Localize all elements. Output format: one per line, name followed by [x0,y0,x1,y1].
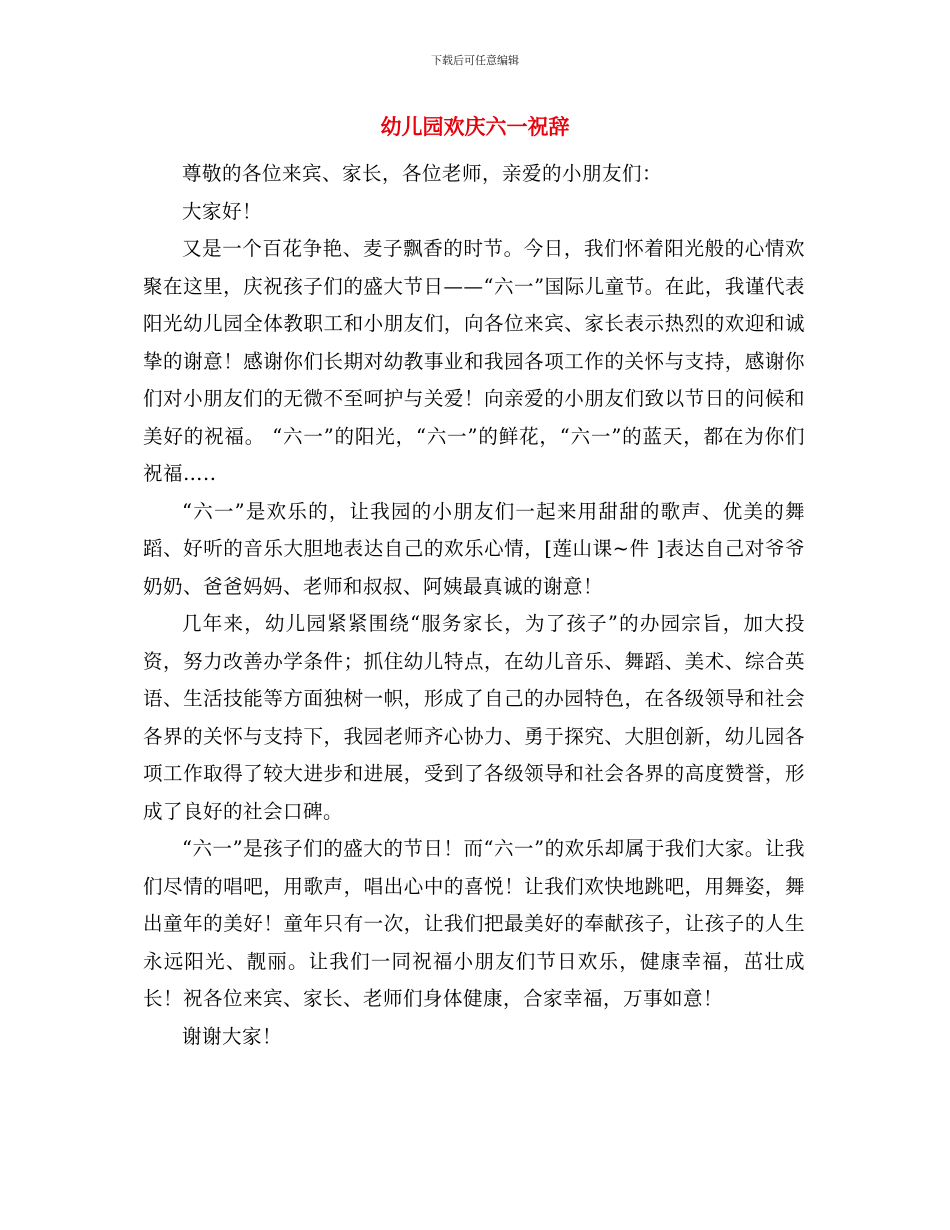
document-body [143,155,805,1055]
body-paragraph: “六一”是孩子们的盛大的节日！而“六一”的欢乐却属于我们大家。让我们尽情的唱吧，用歌声，唱出心中的喜悦！让我们欢快地跳吧，用舞姿，舞出童年的美好！童年只有一次，让我们把最美好的奉献孩子，让孩子的人生永远阳光、靓丽。让我们一同祝福小朋友们节日欢乐，健康幸福，茁壮成长！祝各位来宾、家长、老师们身体健康，合家幸福，万事如意！ [143,837,805,1010]
greeting-paragraph: 大家好！ [182,199,263,223]
salutation-paragraph: 尊敬的各位来宾、家长，各位老师，亲爱的小朋友们： [182,162,663,185]
document-title: 幼儿园欢庆六一祝辞 [380,115,570,139]
body-paragraph: 几年来，幼儿园紧紧围绕“服务家长，为了孩子”的办园宗旨，加大投资，努力改善办学条件；抓住幼儿特点，在幼儿音乐、舞蹈、美术、综合英语、生活技能等方面独树一帜，形成了自己的办园特色，在各级领导和社会各界的关怀与支持下，我园老师齐心协力、勇于探究、大胆创新，幼儿园各项工作取得了较大进步和进展，受到了各级领导和社会各界的高度赞誉，形成了良好的社会口碑。 [143,612,805,823]
body-paragraph: “六一”是欢乐的，让我园的小朋友们一起来用甜甜的歌声、优美的舞蹈、好听的音乐大胆地表达自己的欢乐心情，[莲山课~件 ]表达自己对爷爷奶奶、爸爸妈妈、老师和叔叔、阿姨最真诚的谢意！ [143,499,805,598]
page-header-note: 下载后可任意编辑 [431,54,519,67]
body-paragraph: 又是一个百花争艳、麦子飘香的时节。今日，我们怀着阳光般的心情欢聚在这里，庆祝孩子们的盛大节日——“六一”国际儿童节。在此，我谨代表阳光幼儿园全体教职工和小朋友们，向各位来宾、家长表示热烈的欢迎和诚挚的谢意！感谢你们长期对幼教事业和我园各项工作的关怀与支持，感谢你们对小朋友们的无微不至呵护与关爱！向亲爱的小朋友们致以节日的问候和美好的祝福。 “六一”的阳光，“六一”的鲜花，“六一”的蓝天，都在为你们祝福….. [143,237,805,485]
closing-paragraph: 谢谢大家！ [182,1024,283,1048]
